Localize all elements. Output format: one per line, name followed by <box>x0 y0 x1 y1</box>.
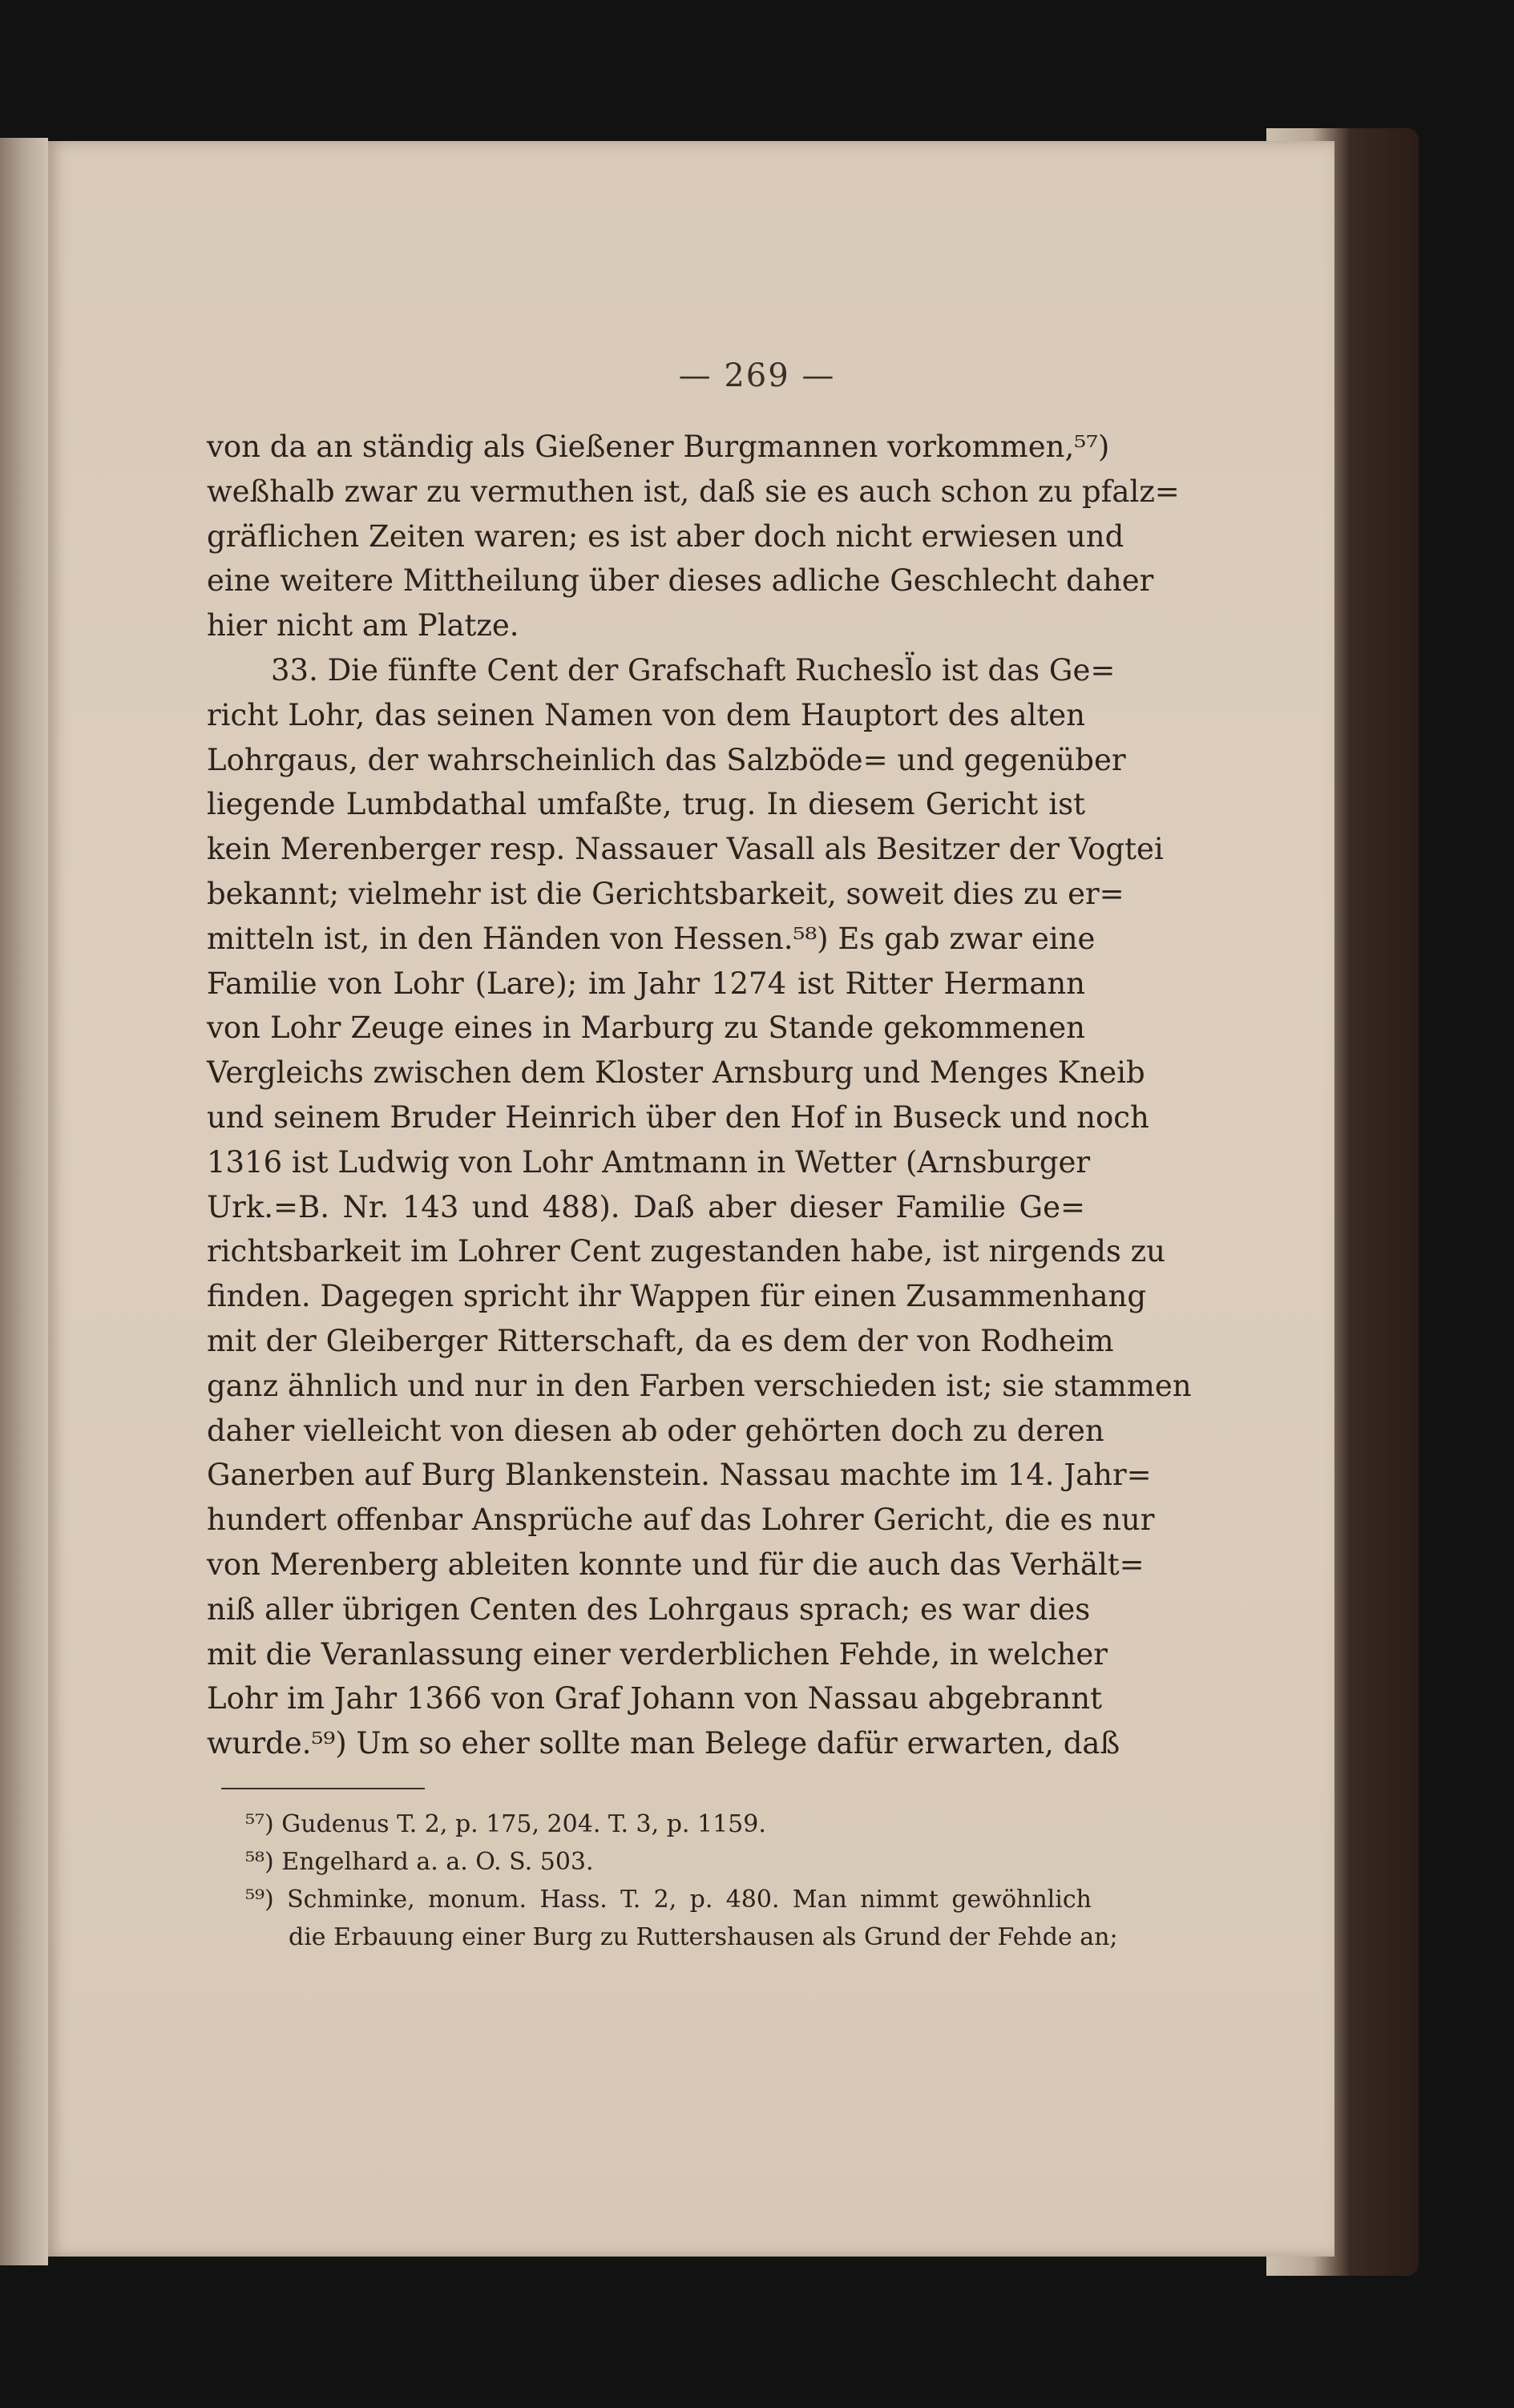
text-line: von da an ständig als Gießener Burgmannen vorkommen,⁵⁷) <box>207 430 1110 464</box>
text-line: Lohr im Jahr 1366 von Graf Johann von Nassau abgebrannt <box>207 1681 1102 1716</box>
text-line: Urk.=B. Nr. 143 und 488). Daß aber dieser Familie Ge= <box>207 1189 1085 1224</box>
text-line: daher vielleicht von diesen ab oder gehörten doch zu deren <box>207 1413 1104 1448</box>
text-line: eine weitere Mittheilung über dieses adliche Geschlecht daher <box>207 563 1154 599</box>
text-line: Vergleichs zwischen dem Kloster Arnsburg und Menges Kneib <box>207 1055 1145 1091</box>
text-line: mit die Veranlassung einer verderblichen Fehde, in welcher <box>207 1636 1108 1672</box>
text-line: Familie von Lohr (Lare); im Jahr 1274 ist Ritter Hermann <box>207 966 1085 1001</box>
text-line: von Lohr Zeuge eines in Marburg zu Stande gekommenen <box>207 1010 1085 1046</box>
page-number: — 269 — <box>678 357 836 394</box>
left-page-edge <box>0 138 48 2265</box>
text-line: gräflichen Zeiten waren; es ist aber doch nicht erwiesen und <box>207 518 1124 554</box>
text-line: kein Merenberger resp. Nassauer Vasall als Besitzer der Vogtei <box>207 832 1164 867</box>
text-line: 33. Die fünfte Cent der Grafschaft Ruchesl̈o ist das Ge= <box>271 652 1116 688</box>
body-text <box>207 425 1192 1766</box>
footnote-rule <box>221 1788 425 1789</box>
text-line: weßhalb zwar zu vermuthen ist, daß sie es auch schon zu pfalz= <box>207 474 1180 509</box>
text-line: liegende Lumbdathal umfaßte, trug. In diesem Gericht ist <box>207 787 1085 822</box>
footnote-59-continuation: die Erbauung einer Burg zu Ruttershausen als Grund der Fehde an; <box>289 1923 1118 1951</box>
footnote-58: ⁵⁸) Engelhard a. a. O. S. 503. <box>245 1848 594 1876</box>
text-line: hundert offenbar Ansprüche auf das Lohrer Gericht, die es nur <box>207 1502 1155 1538</box>
footnotes <box>245 1805 1118 1956</box>
text-line: bekannt; vielmehr ist die Gerichtsbarkeit, soweit dies zu er= <box>207 876 1124 911</box>
text-line: Lohrgaus, der wahrscheinlich das Salzböde= und gegenüber <box>207 742 1126 777</box>
text-line: finden. Dagegen spricht ihr Wappen für einen Zusammenhang <box>207 1279 1147 1314</box>
text-line: mit der Gleiberger Ritterschaft, da es dem der von Rodheim <box>207 1323 1114 1358</box>
footnote-57: ⁵⁷) Gudenus T. 2, p. 175, 204. T. 3, p. 1159. <box>245 1810 766 1838</box>
text-line: richtsbarkeit im Lohrer Cent zugestanden habe, ist nirgends zu <box>207 1234 1165 1269</box>
text-line: wurde.⁵⁹) Um so eher sollte man Belege dafür erwarten, daß <box>207 1726 1120 1761</box>
footnote-59: ⁵⁹) Schminke, monum. Hass. T. 2, p. 480. Man nimmt gewöhnlich <box>245 1886 1092 1914</box>
text-line: und seinem Bruder Heinrich über den Hof in Buseck und noch <box>207 1099 1149 1135</box>
text-line: Ganerben auf Burg Blankenstein. Nassau machte im 14. Jahr= <box>207 1458 1152 1493</box>
text-line: niß aller übrigen Centen des Lohrgaus sprach; es war dies <box>207 1591 1091 1627</box>
text-line: hier nicht am Platze. <box>207 608 519 643</box>
text-line: von Merenberg ableiten konnte und für die auch das Verhält= <box>207 1547 1145 1582</box>
text-line: 1316 ist Ludwig von Lohr Amtmann in Wetter (Arnsburger <box>207 1144 1091 1180</box>
text-line: mitteln ist, in den Händen von Hessen.⁵⁸) Es gab zwar eine <box>207 921 1096 956</box>
text-line: richt Lohr, das seinen Namen von dem Hauptort des alten <box>207 697 1085 732</box>
text-line: ganz ähnlich und nur in den Farben verschieden ist; sie stammen <box>207 1368 1192 1403</box>
